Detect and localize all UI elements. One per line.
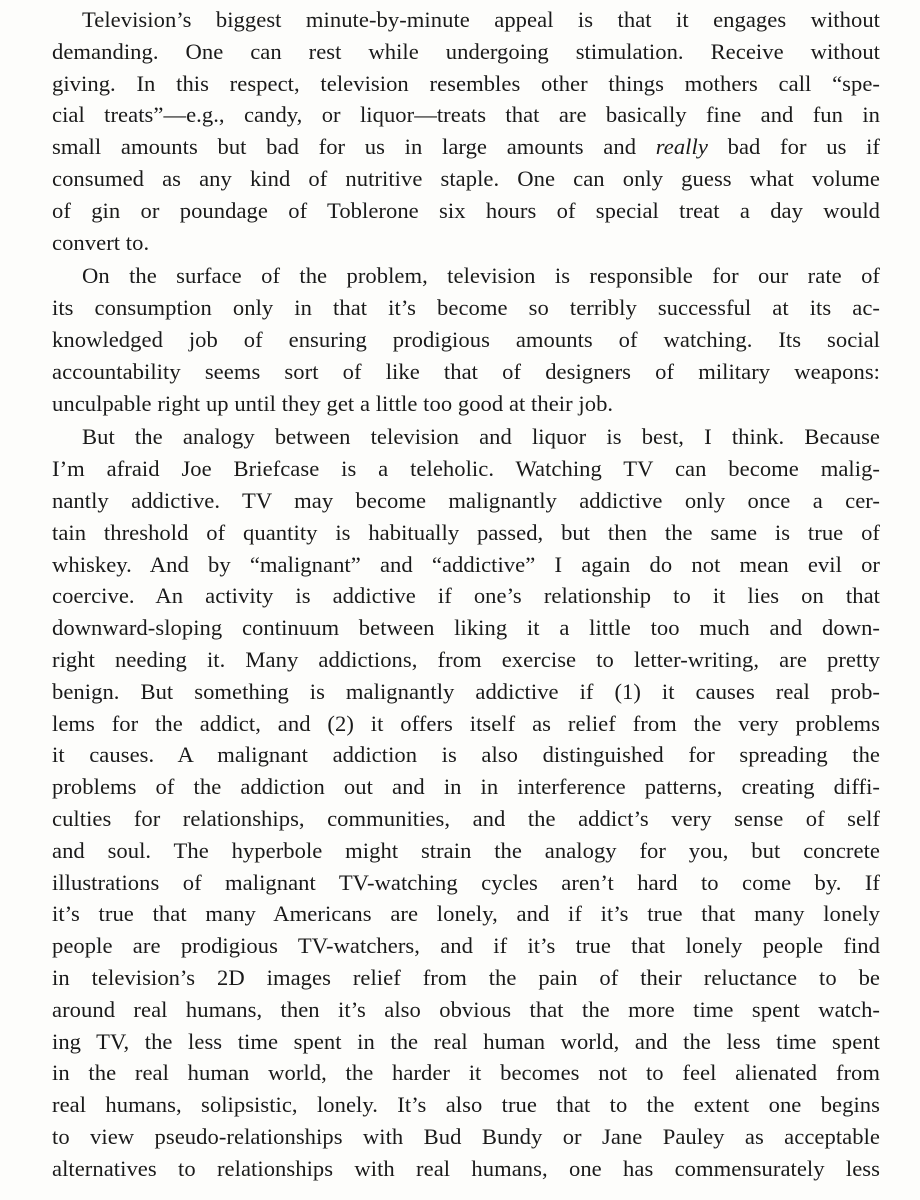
paragraph [52,421,880,1184]
text-line: consumed as any kind of nutritive staple. One can only guess what volume [52,165,880,191]
text-line: alternatives to relationships with real humans, one has commensurately less [52,1155,880,1181]
text-line: convert to. [52,229,150,255]
text-line: small amounts but bad for us in large amounts and really bad for us if [52,134,880,160]
body-text [52,4,880,1184]
text-line: knowledged job of ensuring prodigious amounts of watching. Its social [52,326,880,352]
text-line: unculpable right up until they get a little too good at their job. [52,390,614,416]
text-line: in the real human world, the harder it becomes not to feel alienated from [52,1060,880,1086]
paragraph [52,4,880,258]
text-line: whiskey. And by “malignant” and “addictive” I again do not mean evil or [52,551,880,577]
text-line: culties for relationships, communities, and the addict’s very sense of self [52,805,880,831]
text-line: right needing it. Many addictions, from exercise to letter-writing, are pretty [52,646,880,672]
text-line: coercive. An activity is addictive if one’s relationship to it lies on that [52,583,880,609]
text-line: accountability seems sort of like that of designers of military weapons: [52,358,880,384]
paragraph [52,260,880,419]
text-line: downward-sloping continuum between liking it a little too much and down- [52,615,880,641]
text-line: and soul. The hyperbole might strain the analogy for you, but concrete [52,837,880,863]
text-line: its consumption only in that it’s become so terribly successful at its ac- [52,295,880,321]
text-line: tain threshold of quantity is habitually passed, but then the same is true of [52,519,880,545]
text-line: it’s true that many Americans are lonely, and if it’s true that many lonely [52,901,880,927]
text-line: it causes. A malignant addiction is also distinguished for spreading the [52,742,880,768]
text-line: Television’s biggest minute-by-minute appeal is that it engages without [82,7,880,32]
text-line: problems of the addiction out and in in interference patterns, creating diffi- [52,774,880,800]
text-line: people are prodigious TV-watchers, and if it’s true that lonely people find [52,933,880,959]
text-line: to view pseudo-relationships with Bud Bundy or Jane Pauley as acceptable [52,1123,880,1149]
text-line: On the surface of the problem, television is responsible for our rate of [82,263,880,289]
text-line: benign. But something is malignantly addictive if (1) it causes real prob- [52,678,880,704]
text-line: nantly addictive. TV may become malignantly addictive only once a cer- [52,487,880,513]
text-line: around real humans, then it’s also obvious that the more time spent watch- [52,996,880,1022]
text-line: of gin or poundage of Toblerone six hours of special treat a day would [52,197,880,223]
text-line: illustrations of malignant TV-watching cycles aren’t hard to come by. If [52,869,880,895]
text-line: demanding. One can rest while undergoing stimulation. Receive without [52,38,880,64]
text-line: ing TV, the less time spent in the real human world, and the less time spent [52,1028,880,1054]
text-line: in television’s 2D images relief from the pain of their reluctance to be [52,964,880,990]
text-line: lems for the addict, and (2) it offers itself as relief from the very problems [52,710,880,736]
text-line: But the analogy between television and liquor is best, I think. Because [82,424,880,450]
text-line: cial treats”—e.g., candy, or liquor—treats that are basically fine and fun in [52,102,880,128]
text-line: I’m afraid Joe Briefcase is a teleholic. Watching TV can become malig- [52,456,880,482]
text-line: giving. In this respect, television resembles other things mothers call “spe- [52,70,880,96]
text-line: real humans, solipsistic, lonely. It’s also true that to the extent one begins [52,1092,880,1118]
